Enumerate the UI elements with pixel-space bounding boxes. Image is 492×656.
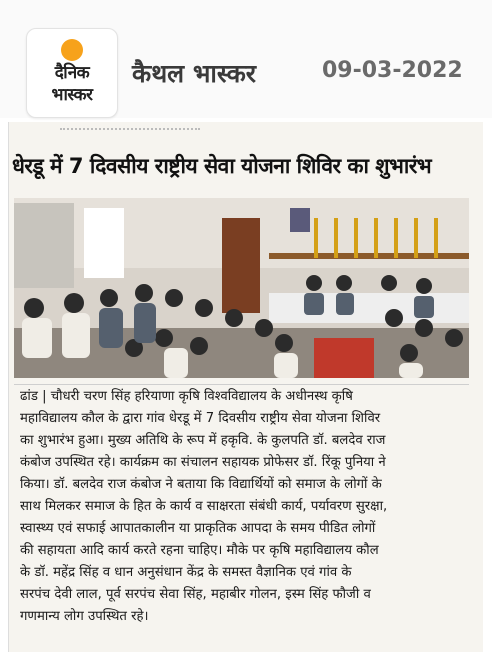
edition-title: कैथल भास्कर <box>132 59 257 88</box>
app-header <box>0 0 492 118</box>
article-line: का शुभारंभ हुआ। मुख्य अतिथि के रूप में हकृवि. के कुलपति डॉ. बलदेव राज <box>20 433 386 448</box>
article-line: की सहायता आदि कार्य करते रहना चाहिए। मौके पर कृषि महाविद्यालय कौल <box>20 543 379 558</box>
logo-line-1: दैनिक <box>54 63 90 83</box>
event-photo-illustration <box>14 198 469 378</box>
article-line: महाविद्यालय कौल के द्वारा गांव धेरडू में 7 दिवसीय राष्ट्रीय सेवा योजना शिविर <box>20 411 381 426</box>
divider <box>14 384 469 385</box>
sun-icon <box>61 39 83 61</box>
article-line: सरपंच देवी लाल, पूर्व सरपंच सेवा सिंह, महाबीर गोलन, इस्म सिंह फौजी व <box>20 587 371 602</box>
dainik-bhaskar-logo[interactable] <box>26 28 118 118</box>
article-line: के डॉ. महेंद्र सिंह व धान अनुसंधान केंद्र के समस्त वैज्ञानिक एवं गांव के <box>20 565 352 580</box>
article-body <box>20 386 470 628</box>
article-line: स्वास्थ्य एवं सफाई आपातकालीन या प्राकृतिक आपदा के समय पीडित लोगों <box>20 521 376 536</box>
article-headline: धेरडू में 7 दिवसीय राष्ट्रीय सेवा योजना शिविर का शुभारंभ <box>12 154 432 178</box>
logo-line-2: भास्कर <box>51 85 93 105</box>
article-photo <box>14 198 469 378</box>
article-line: ढांड | चौधरी चरण सिंह हरियाणा कृषि विश्वविद्यालय के अधीनस्थ कृषि <box>20 389 353 404</box>
edition-date: 09-03-2022 <box>322 58 463 83</box>
article-line: गणमान्य लोग उपस्थित रहे। <box>20 609 149 624</box>
article-line: किया। डॉ. बलदेव राज कंबोज ने बताया कि विद्यार्थियों को समाज के लोगों के <box>20 477 382 492</box>
article-line: कंबोज उपस्थित रहे। कार्यक्रम का संचालन सहायक प्रोफेसर डॉ. रिंकू पुनिया ने <box>20 455 386 470</box>
print-artifact <box>60 128 200 136</box>
article-line: साथ मिलकर समाज के हित के कार्य व साक्षरता संबंधी कार्य, पर्यावरण सुरक्षा, <box>20 499 388 514</box>
